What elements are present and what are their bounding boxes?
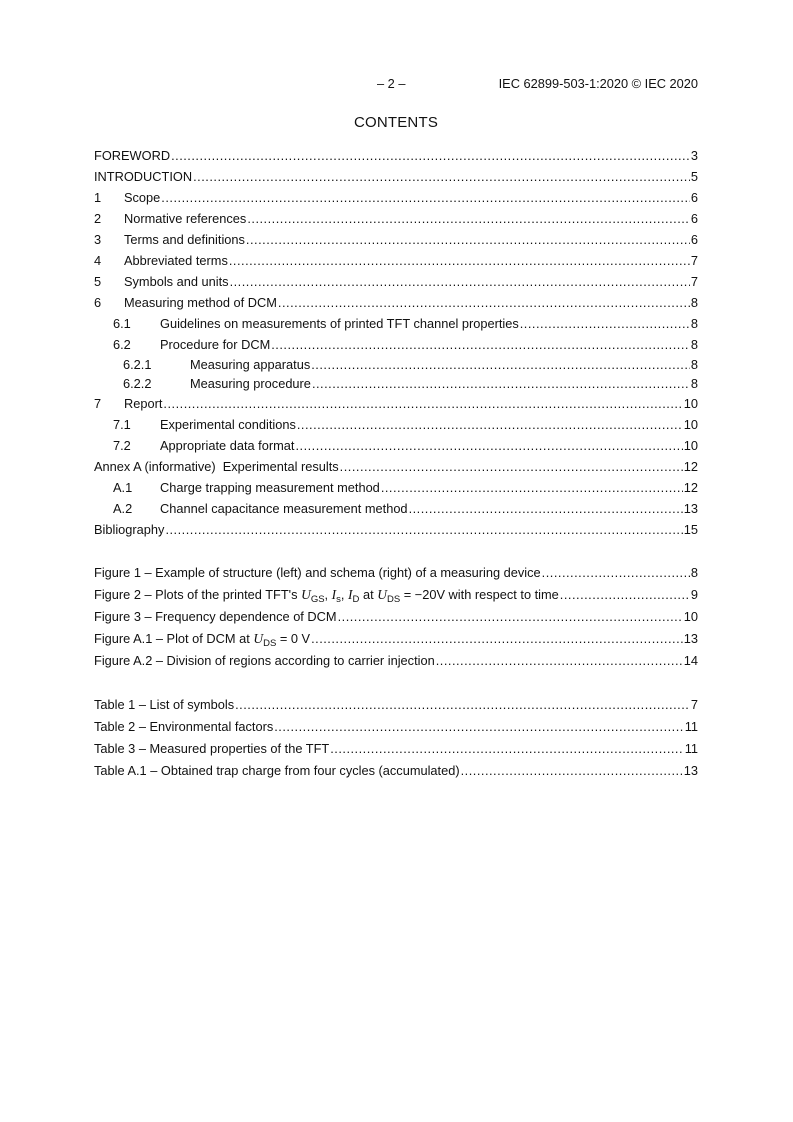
dot-leader <box>165 519 682 540</box>
toc-entry-annex-a-2[interactable] <box>94 498 698 519</box>
toc-entry-text: Figure A.1 – Plot of DCM at $U_{DS} = 0$ V <box>94 631 311 649</box>
toc-entry-section-6-2-2[interactable] <box>94 374 698 393</box>
symbol-i: I <box>331 587 337 602</box>
section-spacer <box>94 672 698 694</box>
toc-entry-text: Annex A (informative) Experimental results <box>94 459 339 474</box>
dot-leader <box>311 628 683 650</box>
dot-leader <box>520 313 690 334</box>
dot-leader <box>409 498 683 519</box>
symbol-i: I <box>348 587 353 602</box>
toc-entry-text: Channel capacitance measurement method <box>160 501 408 516</box>
dot-leader <box>311 355 690 374</box>
toc-entry-table-1[interactable] <box>94 694 698 716</box>
toc-entry-foreword[interactable] <box>94 145 698 166</box>
toc-page-number: 14 <box>683 653 698 668</box>
dot-leader <box>330 738 683 760</box>
toc-entry-text: Scope <box>124 190 161 205</box>
dot-leader <box>338 606 683 628</box>
toc-entry-text: Figure A.2 – Division of regions according to carrier injection <box>94 653 435 668</box>
toc-entry-introduction[interactable] <box>94 166 698 187</box>
toc-entry-section-7[interactable] <box>94 393 698 414</box>
toc-entry-number: 6.1 <box>113 316 131 331</box>
toc-entry-text: Table 2 – Environmental factors <box>94 719 274 734</box>
dot-leader <box>381 477 683 498</box>
toc-page-number: 13 <box>683 501 698 516</box>
toc-entry-number: 1 <box>94 190 102 205</box>
toc-page-number: 6 <box>690 190 698 205</box>
dot-leader <box>436 650 683 672</box>
toc-page-number: 8 <box>690 565 698 580</box>
toc-page-number: 15 <box>683 522 698 537</box>
toc-entry-section-6-2[interactable] <box>94 334 698 355</box>
toc-page-number: 10 <box>683 609 698 624</box>
toc-entry-section-3[interactable] <box>94 229 698 250</box>
toc-entry-text: Symbols and units <box>124 274 229 289</box>
toc-entry-table-2[interactable] <box>94 716 698 738</box>
toc-entry-table-a-1[interactable] <box>94 760 698 782</box>
dot-leader <box>235 694 690 716</box>
toc-entry-text: Table 1 – List of symbols <box>94 697 235 712</box>
symbol-u: U <box>301 587 311 602</box>
dot-leader <box>312 374 690 393</box>
toc-entry-number: 2 <box>94 211 102 226</box>
toc-entry-number: 7.2 <box>113 438 131 453</box>
toc-page-number: 11 <box>684 741 698 756</box>
table-of-contents <box>94 145 698 782</box>
page-header <box>94 76 698 92</box>
toc-entry-number: 6.2.2 <box>123 376 152 391</box>
toc-entry-section-7-1[interactable] <box>94 414 698 435</box>
toc-entry-number: 5 <box>94 274 102 289</box>
toc-entry-number: 6.2 <box>113 337 131 352</box>
toc-entry-text: Measuring method of DCM <box>124 295 277 310</box>
dot-leader <box>246 229 690 250</box>
toc-page-number: 8 <box>690 376 698 391</box>
dot-leader <box>340 456 683 477</box>
toc-entry-text: Experimental conditions <box>160 417 296 432</box>
toc-entry-section-6-1[interactable] <box>94 313 698 334</box>
toc-page-number: 6 <box>690 232 698 247</box>
dot-leader <box>247 208 690 229</box>
toc-entry-text: Report <box>124 396 163 411</box>
toc-entry-text: Figure 3 – Frequency dependence of DCM <box>94 609 337 624</box>
dot-leader <box>171 145 690 166</box>
symbol-u: U <box>253 631 264 646</box>
toc-entry-text: Measuring procedure <box>190 376 311 391</box>
toc-page-number: 13 <box>683 631 698 646</box>
toc-entry-text: Charge trapping measurement method <box>160 480 380 495</box>
toc-page-number: 12 <box>683 459 698 474</box>
dot-leader <box>278 292 690 313</box>
toc-entry-section-2[interactable] <box>94 208 698 229</box>
toc-entry-text: Figure 1 – Example of structure (left) and schema (right) of a measuring device <box>94 565 541 580</box>
toc-entry-figure-2[interactable] <box>94 584 698 606</box>
dot-leader <box>542 562 690 584</box>
toc-entry-text: INTRODUCTION <box>94 169 193 184</box>
toc-page-number: 10 <box>683 438 698 453</box>
toc-page-number: 12 <box>683 480 698 495</box>
toc-page-number: 9 <box>690 587 698 602</box>
toc-entry-figure-1[interactable] <box>94 562 698 584</box>
dot-leader <box>230 271 690 292</box>
toc-entry-text: Appropriate data format <box>160 438 295 453</box>
toc-entry-text: Figure 2 – Plots of the printed TFT's $U_{GS}$, $I_s$, $I_D$ at $U_{DS} = -20V$ with respect to time <box>94 587 559 605</box>
toc-entry-text: Table 3 – Measured properties of the TFT <box>94 741 330 756</box>
toc-entry-number: A.2 <box>113 501 133 516</box>
toc-entry-table-3[interactable] <box>94 738 698 760</box>
toc-entry-section-5[interactable] <box>94 271 698 292</box>
page-number: – 2 – <box>377 76 406 91</box>
toc-page-number: 8 <box>690 337 698 352</box>
toc-entry-text: Abbreviated terms <box>124 253 228 268</box>
toc-entry-text: Bibliography <box>94 522 165 537</box>
toc-page-number: 8 <box>690 295 698 310</box>
dot-leader <box>461 760 683 782</box>
dot-leader <box>274 716 683 738</box>
toc-page-number: 10 <box>683 396 698 411</box>
toc-entry-number: 7 <box>94 396 102 411</box>
toc-entry-number: 6 <box>94 295 102 310</box>
toc-entry-number: 7.1 <box>113 417 131 432</box>
dot-leader <box>271 334 690 355</box>
toc-entry-bibliography[interactable] <box>94 519 698 540</box>
toc-page-number: 11 <box>684 719 698 734</box>
toc-entry-section-1[interactable] <box>94 187 698 208</box>
toc-page-number: 10 <box>683 417 698 432</box>
toc-entry-section-6[interactable] <box>94 292 698 313</box>
document-reference: IEC 62899-503-1:2020 © IEC 2020 <box>498 76 698 91</box>
toc-page-number: 13 <box>683 763 698 778</box>
toc-entry-annex-a[interactable] <box>94 456 698 477</box>
symbol-u: U <box>377 587 387 602</box>
dot-leader <box>560 584 690 606</box>
toc-page-number: 8 <box>690 316 698 331</box>
dot-leader <box>297 414 683 435</box>
toc-entry-number: 3 <box>94 232 102 247</box>
toc-entry-number: 4 <box>94 253 102 268</box>
toc-page-number: 6 <box>690 211 698 226</box>
toc-page-number: 3 <box>690 148 698 163</box>
dot-leader <box>295 435 682 456</box>
section-spacer <box>94 540 698 562</box>
toc-entry-text: Procedure for DCM <box>160 337 271 352</box>
toc-entry-section-6-2-1[interactable] <box>94 355 698 374</box>
toc-entry-figure-a-1[interactable] <box>94 628 698 650</box>
toc-page-number: 7 <box>690 697 698 712</box>
toc-entry-text: Measuring apparatus <box>190 357 311 372</box>
toc-entry-annex-a-1[interactable] <box>94 477 698 498</box>
toc-entry-section-7-2[interactable] <box>94 435 698 456</box>
toc-entry-figure-a-2[interactable] <box>94 650 698 672</box>
toc-page-number: 7 <box>690 274 698 289</box>
dot-leader <box>193 166 690 187</box>
toc-page-number: 5 <box>690 169 698 184</box>
toc-entry-text: Table A.1 – Obtained trap charge from four cycles (accumulated) <box>94 763 460 778</box>
toc-entry-text: FOREWORD <box>94 148 171 163</box>
toc-entry-number: 6.2.1 <box>123 357 152 372</box>
contents-title: CONTENTS <box>353 114 439 131</box>
toc-entry-figure-3[interactable] <box>94 606 698 628</box>
dot-leader <box>161 187 690 208</box>
dot-leader <box>229 250 690 271</box>
toc-entry-section-4[interactable] <box>94 250 698 271</box>
toc-page-number: 7 <box>690 253 698 268</box>
dot-leader <box>163 393 682 414</box>
toc-entry-text: Terms and definitions <box>124 232 245 247</box>
toc-entry-text: Guidelines on measurements of printed TFT channel properties <box>160 316 519 331</box>
toc-entry-text: Normative references <box>124 211 247 226</box>
toc-entry-number: A.1 <box>113 480 133 495</box>
toc-page-number: 8 <box>690 357 698 372</box>
